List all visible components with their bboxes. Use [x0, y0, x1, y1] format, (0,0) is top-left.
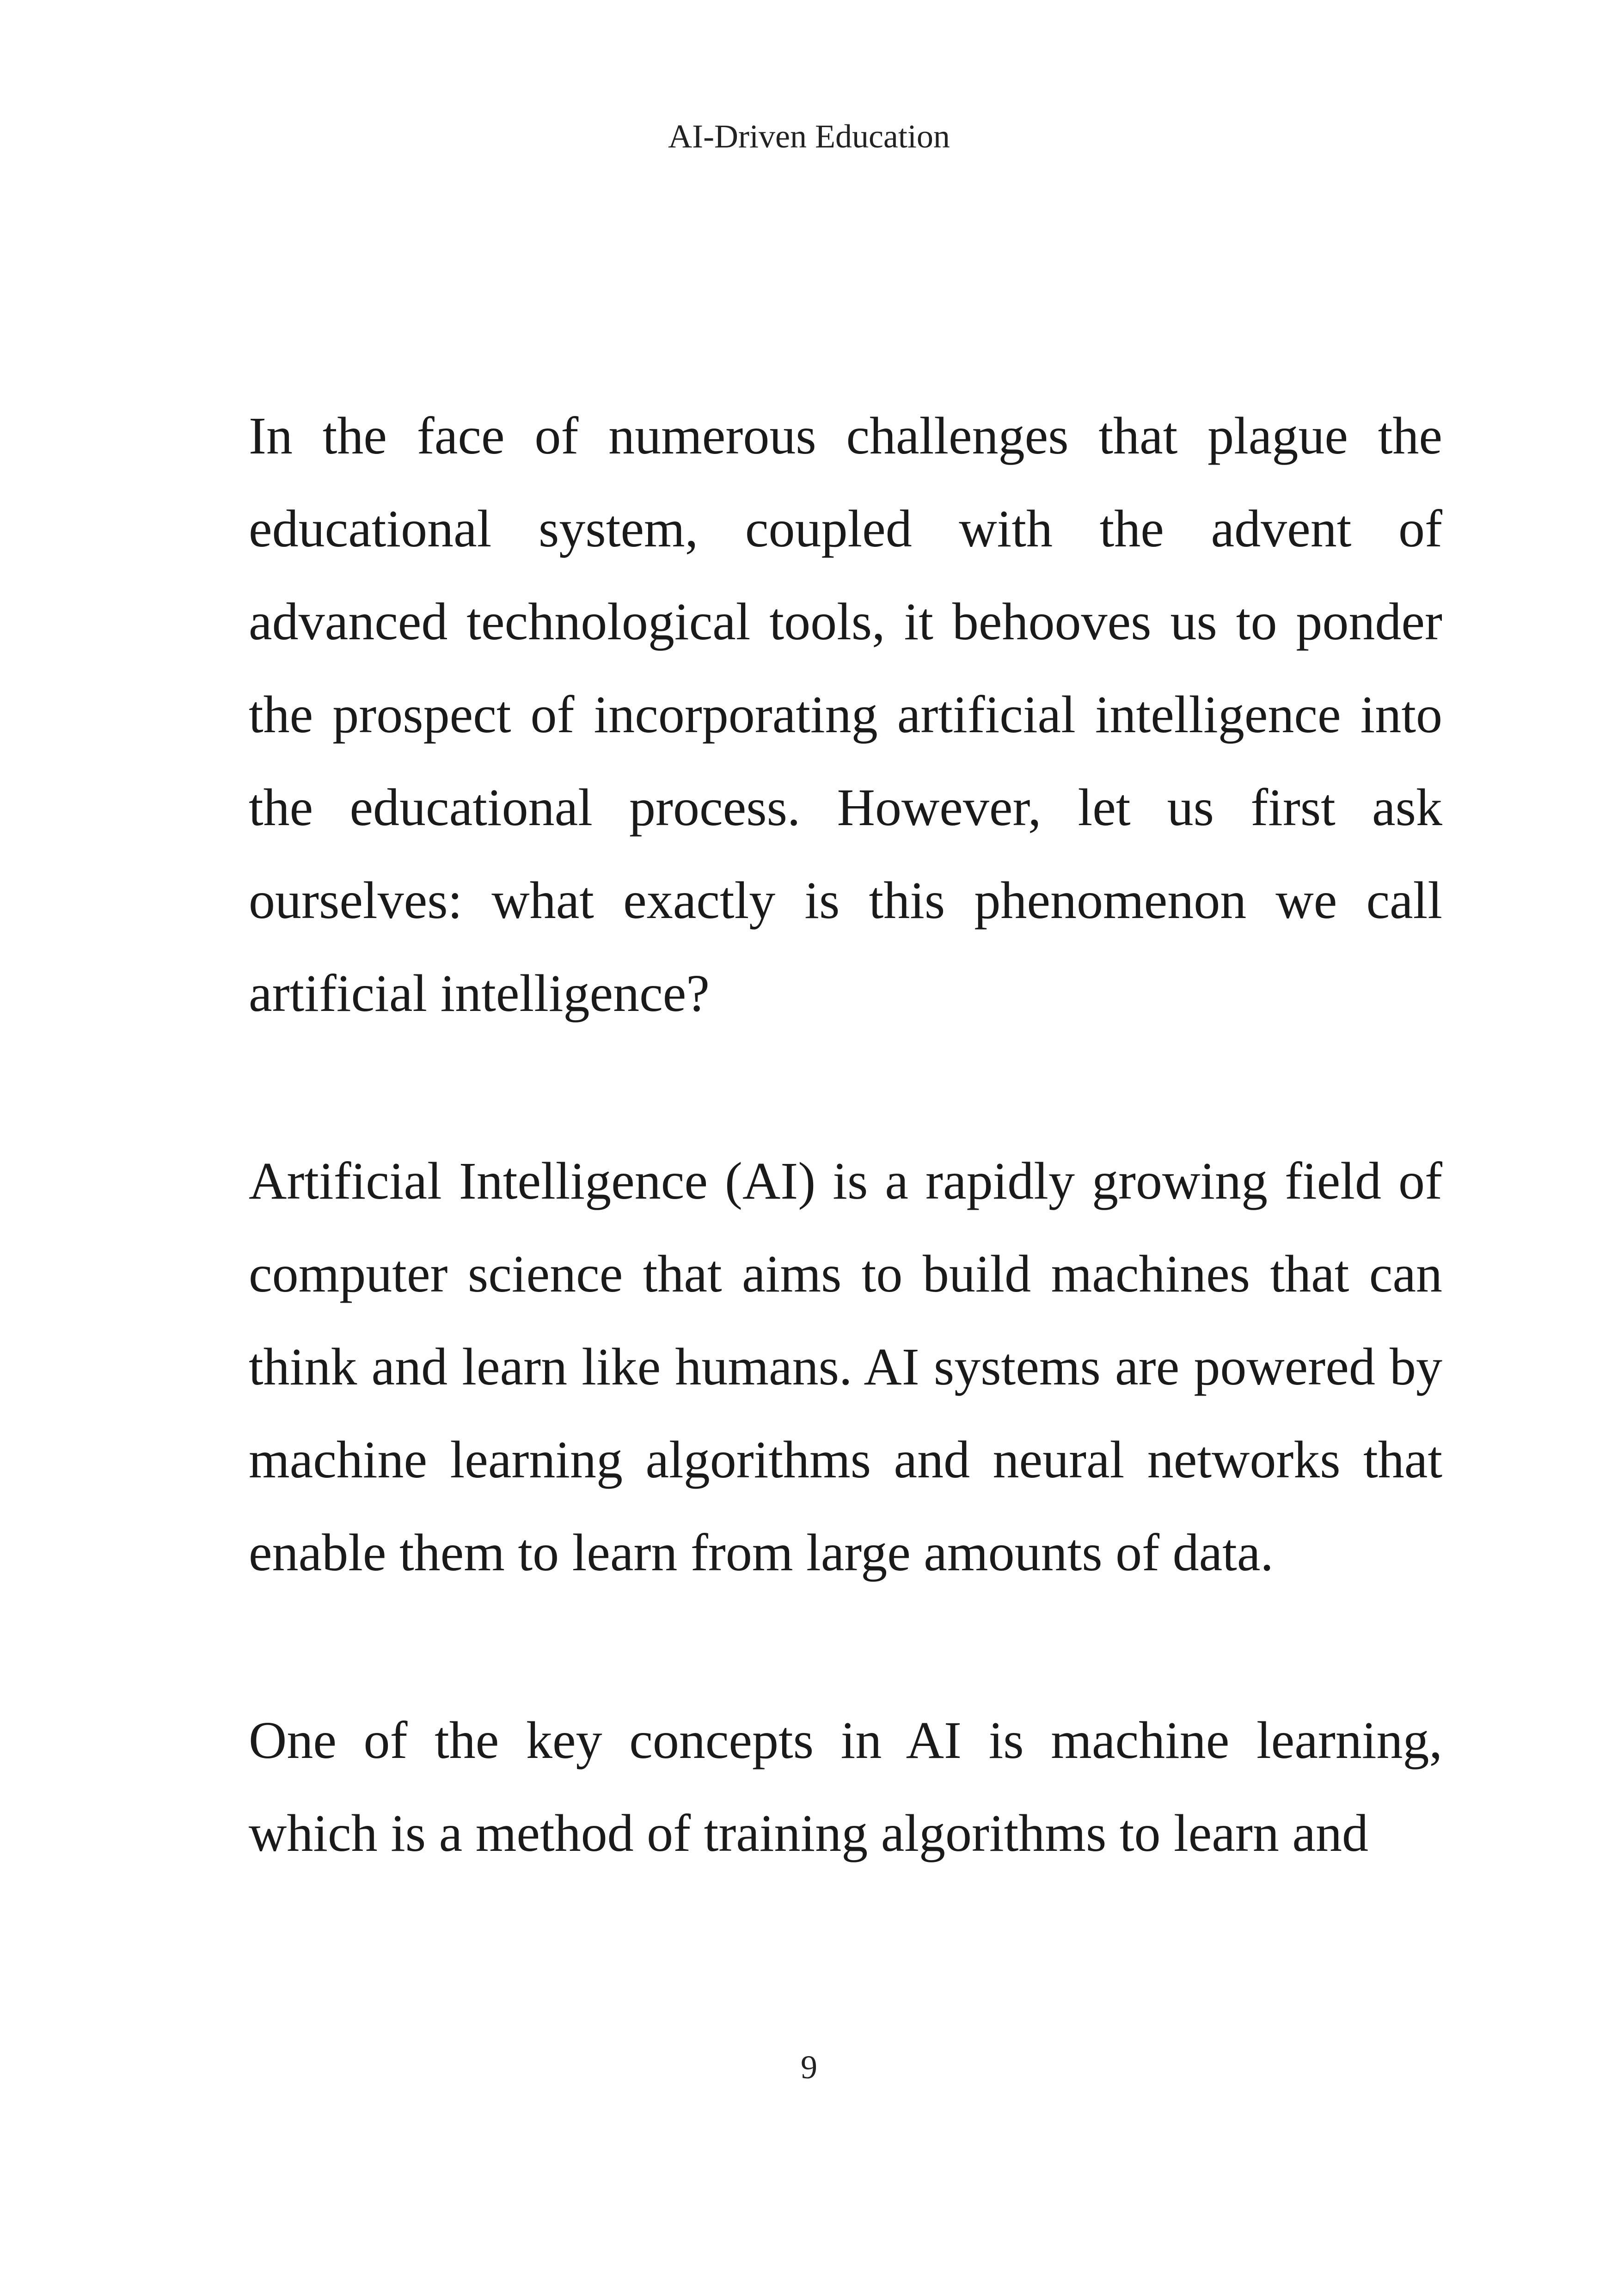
paragraph-machine-learning: One of the key concepts in AI is machine learning, which is a method of training algorithms to learn and [249, 1711, 1442, 1862]
running-header: AI-Driven Education [668, 118, 950, 155]
page-number: 9 [801, 2049, 817, 2086]
body-text [249, 389, 1442, 1974]
paragraph-ai-in-education-question: In the face of numerous challenges that plague the educational system, coupled with the advent of advanced technological tools, it behooves us to ponder the prospect of incorporating artificial intelligence into the educational process. However, let us first ask ourselves: what exactly is this phenomenon we call artificial intelligence? [249, 406, 1442, 1022]
paragraph-ai-definition: Artificial Intelligence (AI) is a rapidly growing field of computer science that aims to build machines that can think and learn like humans. AI systems are powered by machine learning algorithms and neural networks that enable them to learn from large amounts of data. [249, 1151, 1442, 1582]
